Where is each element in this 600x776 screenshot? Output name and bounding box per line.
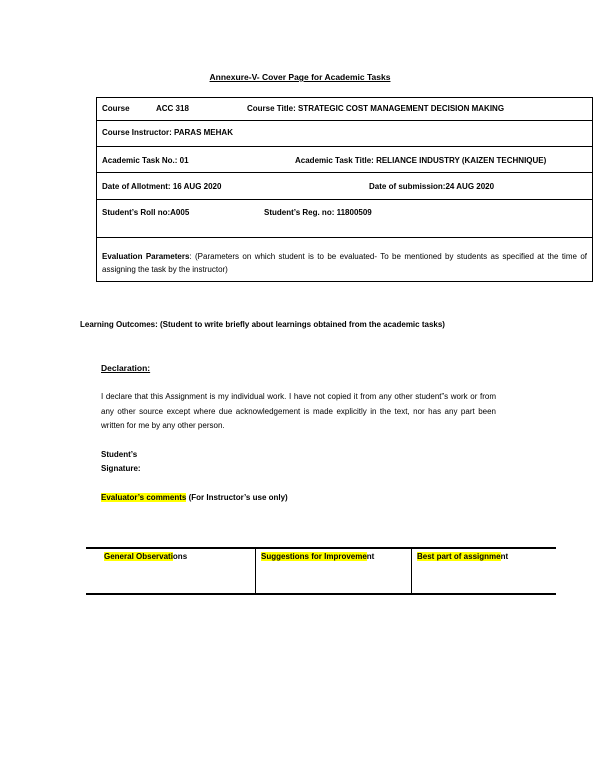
evaluator-comments <box>101 493 288 502</box>
evaluator-note: (For Instructor’s use only) <box>186 493 288 502</box>
course-row <box>97 98 593 121</box>
learning-outcomes: Learning Outcomes: (Student to write briefly about learnings obtained from the academic tasks) <box>80 320 445 329</box>
general-observations-cell <box>86 548 256 594</box>
observations-table <box>86 547 556 595</box>
task-title: Academic Task Title: RELIANCE INDUSTRY (KAIZEN TECHNIQUE) <box>295 155 547 165</box>
evaluation-row <box>97 238 593 282</box>
student-row <box>97 200 593 238</box>
signature-line-2: Signature: <box>101 464 141 473</box>
suggestions-label: Suggestions for Improveme <box>261 552 367 561</box>
suggestions-cell <box>256 548 412 594</box>
declaration-heading: Declaration: <box>101 363 151 373</box>
task-number: Academic Task No.: 01 <box>102 155 189 165</box>
general-observations-label-rest: ons <box>172 552 188 561</box>
evaluation-text: : (Parameters on which student is to be evaluated- To be mentioned by students as specified at the time of assigning the task by the instructor) <box>102 252 587 274</box>
task-row <box>97 147 593 173</box>
evaluator-label: Evaluator’s comments <box>101 493 187 502</box>
best-part-label: Best part of assignme <box>417 552 501 561</box>
best-part-cell <box>412 548 557 594</box>
evaluation-label: Evaluation Parameters <box>102 252 190 261</box>
student-roll-no: Student’s Roll no:A005 <box>102 207 190 217</box>
student-reg-no: Student’s Reg. no: 11800509 <box>264 207 372 217</box>
dates-row <box>97 173 593 200</box>
cover-table <box>96 97 593 282</box>
signature-line-1: Student’s <box>101 450 138 459</box>
declaration-text: I declare that this Assignment is my individual work. I have not copied it from any other student‟s work or from any other source except where due acknowledgement is made explicitly in the text, nor has any part been written for me by any other person. <box>101 392 496 430</box>
date-of-allotment: Date of Allotment: 16 AUG 2020 <box>102 181 222 191</box>
instructor-row <box>97 121 593 147</box>
suggestions-label-rest: nt <box>366 552 375 561</box>
date-of-submission: Date of submission:24 AUG 2020 <box>369 181 495 191</box>
course-code: ACC 318 <box>156 103 189 113</box>
page-title: Annexure-V- Cover Page for Academic Tasks <box>209 72 391 82</box>
course-instructor: Course Instructor: PARAS MEHAK <box>102 127 233 137</box>
course-label: Course <box>102 103 130 113</box>
course-title: Course Title: STRATEGIC COST MANAGEMENT DECISION MAKING <box>247 103 505 113</box>
general-observations-label: General Observati <box>104 552 173 561</box>
signature-block <box>101 448 141 476</box>
best-part-label-rest: nt <box>500 552 509 561</box>
